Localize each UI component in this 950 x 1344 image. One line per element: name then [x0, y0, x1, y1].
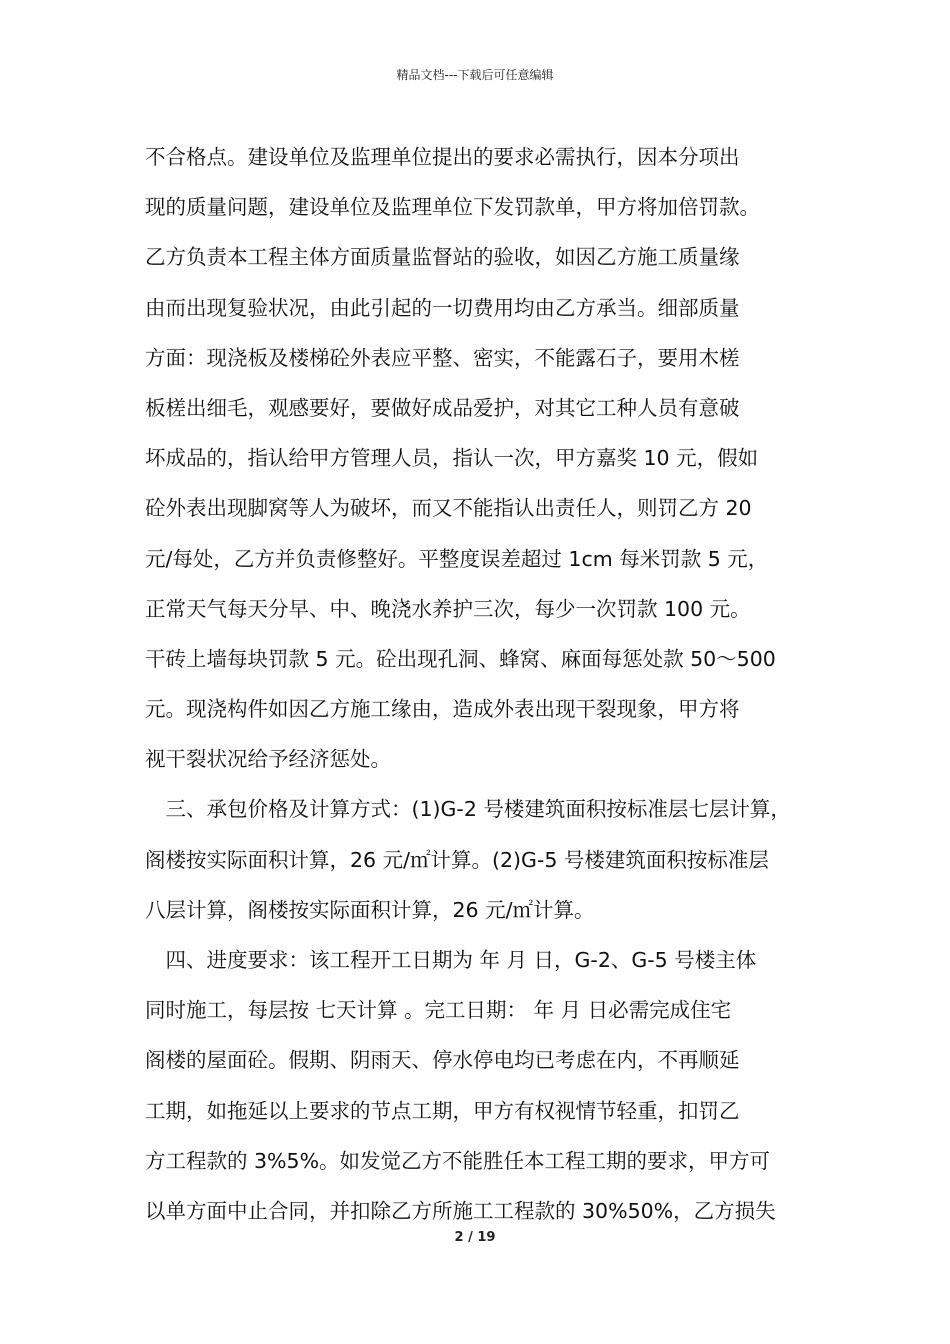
- text-line: 元。现浇构件如因乙方施工缘由，造成外表出现干裂现象，甲方将: [145, 697, 740, 722]
- text-line: 视干裂状况给予经济惩处。: [145, 747, 391, 772]
- text-line: 板槎出细毛，观感要好，要做好成品爱护，对其它工种人员有意破: [145, 395, 740, 420]
- text-line: 阁楼按实际面积计算，26 元/㎡计算。(2)G-5 号楼建筑面积按标准层: [145, 847, 769, 872]
- text-line: 元/每处，乙方并负责修整好。平整度误差超过 1cm 每米罚款 5 元，: [145, 546, 769, 571]
- text-line: 正常天气每天分早、中、晚浇水养护三次，每少一次罚款 100 元。: [145, 596, 751, 621]
- text-line: 四、进度要求：该工程开工日期为 年 月 日，G-2、G-5 号楼主体: [145, 948, 757, 972]
- text-line: 以单方面中止合同，并扣除乙方所施工工程款的 30%50%，乙方损失: [145, 1198, 776, 1223]
- text-line: 方面：现浇板及楼梯砼外表应平整、密实，不能露石子，要用木槎: [145, 345, 740, 370]
- body-text: [145, 132, 825, 1236]
- text-line: 三、承包价格及计算方式：(1)G-2 号楼建筑面积按标准层七层计算，: [145, 797, 791, 822]
- text-line: 乙方负责本工程主体方面质量监督站的验收，如因乙方施工质量缘: [145, 245, 740, 270]
- text-line: 阁楼的屋面砼。假期、阴雨天、停水停电均已考虑在内，不再顺延: [145, 1048, 740, 1073]
- text-line: 现的质量问题，建设单位及监理单位下发罚款单，甲方将加倍罚款。: [145, 195, 760, 220]
- text-line: 坏成品的，指认给甲方管理人员，指认一次，甲方嘉奖 10 元，假如: [145, 446, 759, 471]
- text-line: 不合格点。建设单位及监理单位提出的要求必需执行，因本分项出: [145, 145, 740, 169]
- text-line: 工期，如拖延以上要求的节点工期，甲方有权视情节轻重，扣罚乙: [145, 1098, 740, 1123]
- page-number: 2 / 19: [454, 1230, 496, 1245]
- text-line: 干砖上墙每块罚款 5 元。砼出现孔洞、蜂窝、麻面每惩处款 50～500: [145, 646, 776, 671]
- text-line: 由而出现复验状况，由此引起的一切费用均由乙方承当。细部质量: [145, 295, 740, 320]
- text-line: 同时施工，每层按 七天计算 。完工日期： 年 月 日必需完成住宅: [145, 998, 732, 1023]
- text-line: 方工程款的 3%5%。如发觉乙方不能胜任本工程工期的要求，甲方可: [145, 1148, 771, 1173]
- text-line: 八层计算，阁楼按实际面积计算，26 元/㎡计算。: [145, 897, 595, 922]
- text-line: 砼外表出现脚窝等人为破坏，而又不能指认出责任人，则罚乙方 20: [145, 496, 752, 521]
- page-header: 精品文档---下载后可任意编辑: [396, 68, 554, 82]
